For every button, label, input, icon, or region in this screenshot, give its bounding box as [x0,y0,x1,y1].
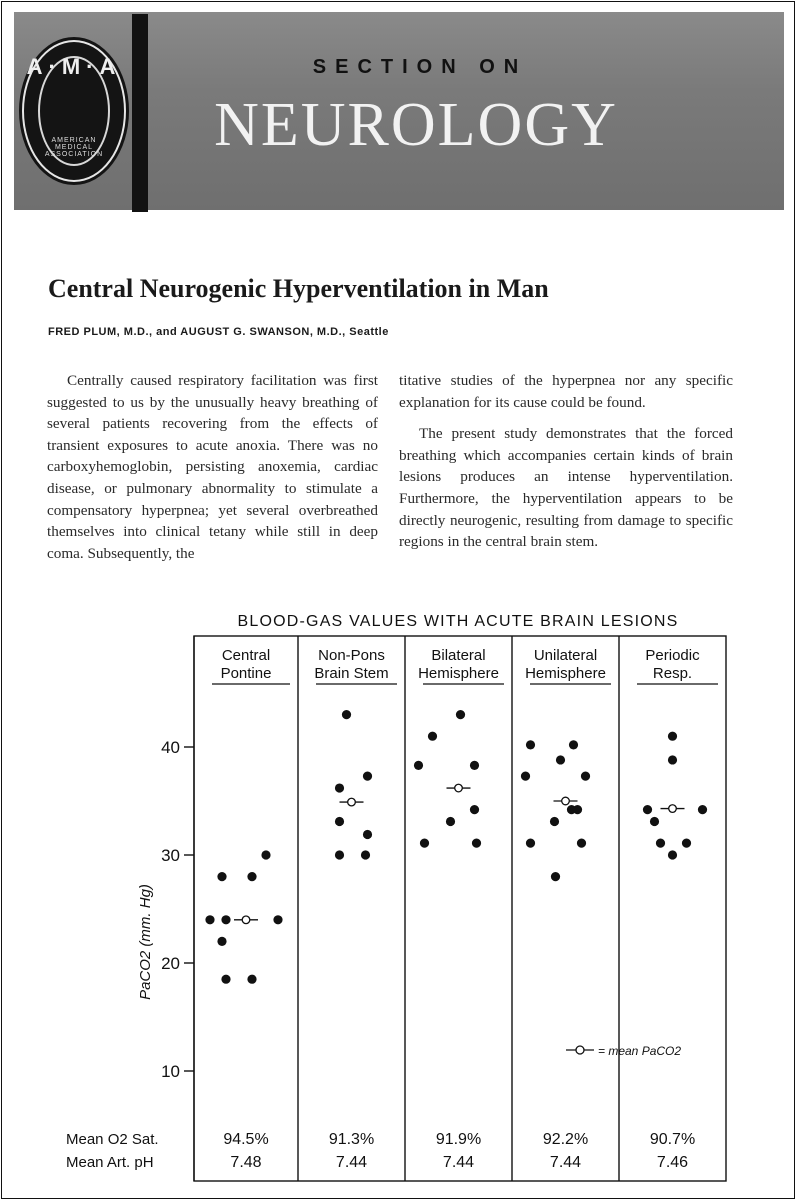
group-column [314,647,397,1171]
legend-mean-marker [576,1046,584,1054]
data-point [668,755,677,764]
mean-o2-sat-value: 90.7% [649,1131,696,1148]
blood-gas-chart [0,600,796,1190]
mean-marker [562,797,570,805]
group-header-line: Central [221,647,271,664]
mean-o2-sat-value: 91.9% [435,1131,482,1148]
data-point [472,839,481,848]
data-point [668,732,677,741]
group-header-line: Hemisphere [525,665,606,682]
group-header-line: Non-Pons [318,647,385,664]
data-point [650,817,659,826]
section-label: SECTION ON [312,56,528,78]
group-column [521,647,611,1171]
mean-marker [242,916,250,924]
mean-ph-value: 7.44 [335,1154,368,1171]
data-point [577,839,586,848]
y-tick-label: 10 [161,1062,180,1081]
data-point [470,805,479,814]
data-point [335,850,344,859]
data-point [420,839,429,848]
data-point [456,710,465,719]
data-point [205,915,214,924]
data-point [668,850,677,859]
row-label-ph: Mean Art. pH [66,1154,154,1171]
data-point [335,783,344,792]
group-header-line: Bilateral [431,647,486,664]
data-point [556,755,565,764]
paragraph: titative studies of the hyperpnea nor any specific explanation for its cause could be found. [399,372,733,411]
data-point [428,732,437,741]
data-point [261,850,270,859]
data-point [643,805,652,814]
text-column-right [399,370,733,553]
group-header-line: Hemisphere [418,665,499,682]
data-point [550,817,559,826]
mean-o2-sat-value: 94.5% [223,1131,269,1148]
data-point [414,761,423,770]
paragraph: The present study demonstrates that the forced breathing which accompanies certain kinds of brain lesions produces an intense hyperventilation. Furthermore, the hyperventilation appears to be directly neurogenic, resulting from damage to specific regions in the central brain stem. [399,425,733,551]
data-point [682,839,691,848]
group-header-line: Periodic [645,647,700,664]
legend-label: = mean PaCO2 [598,1044,682,1058]
article-title: Central Neurogenic Hyperventilation in Man [48,274,549,303]
mean-ph-value: 7.44 [442,1154,475,1171]
mean-ph-value: 7.44 [549,1154,582,1171]
paragraph: Centrally caused respiratory facilitation was first suggested to us by the unusually heavy breathing of several patients recovering from the effects of transient exposures to acute anoxia. There was no carboxyhemoglobin, persisting anoxemia, cardiac disease, or pulmonary abnormality to stimulate a compensatory hyperpnea; yet several overbreathed themselves into clinical tetany while still in deep coma. Subsequently, the [47,372,378,562]
group-column [205,647,290,1171]
y-axis-label: PaCO2 (mm. Hg) [137,884,154,1000]
mean-o2-sat-value: 91.3% [328,1131,375,1148]
data-point [273,915,282,924]
seal-lettering: A·M·A [26,54,122,79]
group-column [637,647,718,1171]
data-point [221,975,230,984]
y-tick-label: 30 [161,846,180,865]
data-point [656,839,665,848]
chart-groups [205,647,718,1171]
banner-stripe [132,14,148,212]
mean-o2-sat-value: 92.2% [542,1131,589,1148]
y-tick-label: 40 [161,738,180,757]
data-point [573,805,582,814]
mean-marker [455,784,463,792]
article-authors: FRED PLUM, M.D., and AUGUST G. SWANSON, M.D., Seattle [48,326,389,338]
data-point [363,830,372,839]
group-header-line: Resp. [652,665,693,682]
mean-ph-value: 7.48 [230,1154,262,1171]
y-axis [161,636,194,1181]
data-point [217,937,226,946]
data-point [470,761,479,770]
data-point [551,872,560,881]
mean-marker [669,805,677,813]
data-point [698,805,707,814]
data-point [247,872,256,881]
data-point [581,772,590,781]
data-point [521,772,530,781]
mean-marker [348,798,356,806]
data-point [342,710,351,719]
row-label-o2-sat: Mean O2 Sat. [66,1131,159,1148]
data-point [526,740,535,749]
group-header-line: Pontine [220,665,272,682]
data-point [247,975,256,984]
group-column [414,647,504,1171]
data-point [217,872,226,881]
data-point [526,839,535,848]
group-header-line: Brain Stem [314,665,389,682]
section-name: NEUROLOGY [214,91,618,159]
data-point [363,772,372,781]
data-point [446,817,455,826]
ama-seal-logo [22,40,126,182]
legend [566,1044,681,1058]
seal-sub-lettering: AMERICAN MEDICAL ASSOCIATION [44,137,104,158]
data-point [569,740,578,749]
y-tick-label: 20 [161,954,180,973]
data-point [361,850,370,859]
text-column-left [47,370,378,564]
data-point [221,915,230,924]
group-header-line: Unilateral [533,647,598,664]
data-point [335,817,344,826]
mean-ph-value: 7.46 [656,1154,689,1171]
chart-title: BLOOD-GAS VALUES WITH ACUTE BRAIN LESIONS [237,613,679,630]
